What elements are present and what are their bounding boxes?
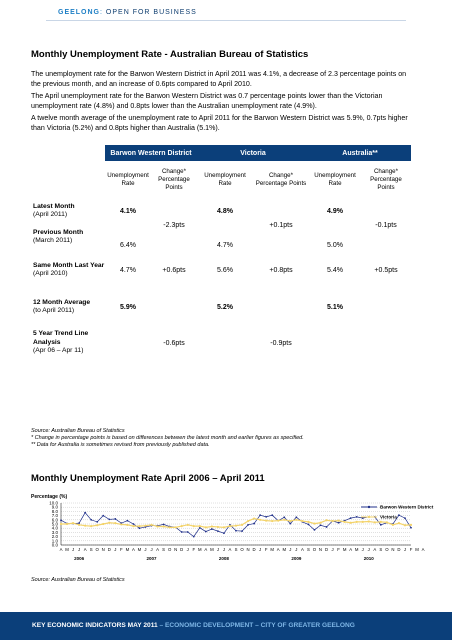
x-tick-label: J [403,547,407,552]
x-tick-label: A [300,547,304,552]
y-tick-label: 2.0 [51,534,58,540]
data-point [241,530,243,532]
chart-section-title: Monthly Unemployment Rate April 2006 – April 2011 [31,473,265,484]
x-tick-label: J [216,547,219,552]
row-latest-label: Latest Month (April 2011) [33,202,75,218]
x-tick-label: A [276,547,280,552]
cell-value: 4.8% [217,207,233,215]
cell-value: 5.1% [327,303,343,311]
x-tick-label: A [156,547,159,552]
y-tick-label: 0.0 [51,542,58,548]
brand-geelong: GEELONG [58,9,101,16]
y-tick-label: 7.0 [51,513,58,519]
x-tick-label: N [174,547,178,552]
cell-value: 5.4% [327,266,343,274]
row-avg-label: 12 Month Average (to April 2011) [33,298,91,314]
data-point [114,518,116,520]
data-point [301,520,303,522]
data-point [187,531,189,533]
page-header [0,0,452,22]
data-point [326,526,328,528]
data-point [331,520,333,522]
x-tick-label: M [65,547,69,552]
data-point [139,527,141,529]
data-point [78,524,80,526]
data-point [338,522,340,524]
data-point [156,525,158,527]
x-tick-label: M [415,547,419,552]
data-point [350,522,352,524]
data-point [241,524,243,526]
data-point [398,514,400,516]
x-tick-label: D [324,547,329,552]
paragraph-1: The unemployment rate for the Barwon Western District in April 2011 was 4.1%, a decrease of 2.3 percentage points on the previous month, and an increase of 0.6pts compared to April 2010. [31,70,407,88]
col-rate: Unemployment Rate [107,172,149,187]
paragraph-2: The April unemployment rate for the Barwon Western District was 0.7 percentage points lower than the Victorian unemployment rate (4.8%) and 0.8pts lower than the Australian unemployment rate (4.9%). [31,92,383,110]
col-change: Change* Percentage Points [158,168,190,191]
group-barwon: Barwon Western District [105,145,197,161]
x-tick-label: A [59,547,63,552]
data-point [90,525,92,527]
x-tick-label: J [331,547,334,552]
paragraph-3: A twelve month average of the unemployment rate to April 2011 for the Barwon Western District was 5.9%, 0.7pts higher than Victoria (5.2%) and 0.8pts higher than Australia (5.1%). [31,114,408,132]
y-tick-label: 5.0 [51,521,58,527]
x-tick-label: F [192,547,196,552]
legend-label: Barwon Western District [380,504,434,510]
data-point [362,521,364,523]
x-tick-label: J [71,547,75,552]
data-point [404,517,406,519]
cell-value: 5.6% [217,266,233,274]
data-point [144,525,146,527]
x-tick-label: S [162,547,166,552]
data-point [392,524,394,526]
data-point [162,525,164,527]
data-point [217,530,219,532]
x-tick-label: A [204,547,208,552]
data-point [398,522,400,524]
footer-title: KEY ECONOMIC INDICATORS MAY 2011 [32,622,158,629]
data-point [356,521,358,523]
data-point [66,523,68,525]
x-tick-label: F [337,547,340,552]
data-point [374,521,376,523]
cell-change: -0.6pts [163,339,185,347]
data-point [211,525,213,527]
legend-marker [368,506,370,508]
data-point [205,526,207,528]
col-rate: Unemployment Rate [314,172,356,187]
cell-change: +0.8pts [269,266,293,274]
x-tick-label: M [342,547,347,552]
data-point [96,521,98,523]
data-point [404,524,406,526]
data-point [205,531,207,533]
x-tick-label: O [385,547,389,552]
x-tick-label: M [125,547,130,552]
col-rate: Unemployment Rate [204,172,246,187]
x-tick-label: O [167,547,172,552]
data-point [235,525,237,527]
data-point [271,520,273,522]
y-tick-label: 3.0 [51,529,58,535]
data-point [229,525,231,527]
y-tick-label: 10.0 [49,500,58,506]
data-point [163,524,165,526]
year-label: 2010 [363,556,374,561]
x-tick-label: M [270,547,275,552]
data-point [126,524,128,526]
data-point [175,526,177,528]
y-tick-label: 9.0 [51,504,58,510]
x-tick-label: F [409,547,413,552]
data-point [386,521,388,523]
x-tick-label: J [150,547,153,552]
data-point [223,526,225,528]
data-point [223,532,225,534]
data-point [350,517,352,519]
data-point [150,524,152,526]
data-point [211,528,213,530]
data-point [132,525,134,527]
y-tick-label: 1.0 [51,538,58,544]
cell-value: 5.9% [120,303,136,311]
data-point [96,524,98,526]
year-label: 2009 [291,556,302,561]
year-label: 2008 [218,556,229,561]
data-point [108,522,110,524]
data-point [169,526,171,528]
data-point [102,515,104,517]
row-same-label: Same Month Last Year (April 2010) [33,261,105,277]
cell-change: +0.6pts [162,266,186,274]
data-point [320,524,322,526]
x-tick-label: M [197,547,202,552]
data-point [235,530,237,532]
unemployment-table [31,145,411,361]
x-tick-label: A [131,547,135,552]
data-point [283,516,285,518]
x-tick-label: M [354,547,359,552]
cell-change: -0.9pts [270,339,292,347]
data-point [187,524,189,526]
x-tick-label: M [137,547,142,552]
data-point [295,519,297,521]
x-tick-label: J [361,547,364,552]
data-point [313,522,315,524]
header-rule [46,20,406,21]
x-tick-label: J [367,547,370,552]
data-point [368,520,370,522]
unemployment-line-chart [31,490,434,574]
y-tick-label: 4.0 [51,525,58,531]
data-point [265,516,267,518]
x-tick-label: D [397,547,401,552]
data-point [259,514,261,516]
x-tick-label: A [83,547,87,552]
x-tick-label: S [379,547,383,552]
x-tick-label: N [246,547,250,552]
data-point [84,525,86,527]
x-tick-label: S [89,547,93,552]
data-point [217,526,219,528]
data-point [319,522,321,524]
year-label: 2007 [146,556,157,561]
cell-value: 5.0% [327,242,343,249]
cell-value: 4.9% [327,207,343,215]
legend-marker [368,516,370,518]
col-change: Change* Percentage Points [370,168,402,191]
cell-value: 4.7% [217,242,233,249]
brand-logo [58,9,197,16]
row-prev-label: Previous Month (March 2011) [33,228,84,244]
year-label: 2006 [74,556,85,561]
x-tick-label: J [222,547,226,552]
data-point [253,517,255,519]
data-point [247,524,249,526]
cell-change: +0.1pts [269,221,293,229]
y-tick-label: 8.0 [51,508,58,514]
data-point [126,520,128,522]
cell-value: 4.7% [120,266,136,274]
x-tick-label: F [120,547,123,552]
data-point [307,521,309,523]
x-tick-label: D [107,547,111,552]
x-tick-label: F [264,547,268,552]
x-tick-label: N [318,547,323,552]
x-tick-label: J [295,547,298,552]
data-point [120,523,122,525]
brand-tagline: OPEN FOR BUSINESS [102,9,197,16]
x-tick-label: J [186,547,189,552]
data-point [193,536,195,538]
data-point [90,519,92,521]
x-tick-label: A [349,547,353,552]
group-victoria: Victoria [197,145,309,161]
y-axis-label: Percentage (%) [31,494,68,500]
data-point [253,523,255,525]
data-point [114,522,116,524]
x-tick-label: J [144,547,147,552]
data-point [181,525,183,527]
data-point [259,519,261,521]
source-note: Source: Australian Bureau of Statistics * Change in percentage points is based on differences between the latest month and earlier figures as specified. ** Data for Australia is sometimes revised from previously published data. [31,428,304,448]
data-point [199,525,201,527]
data-point [295,516,297,518]
data-point [138,525,140,527]
cell-change: -2.3pts [163,221,185,229]
data-point [60,519,62,521]
data-point [108,518,110,520]
data-point [325,519,327,521]
x-tick-label: N [391,547,395,552]
data-point [356,516,358,518]
data-point [314,529,316,531]
x-tick-label: J [114,547,117,552]
data-point [60,523,62,525]
data-point [380,524,382,526]
x-tick-label: D [252,547,256,552]
x-tick-label: M [282,547,287,552]
data-point [265,520,267,522]
x-tick-label: D [180,547,184,552]
x-tick-label: A [228,547,232,552]
x-tick-label: S [306,547,310,552]
x-tick-label: J [78,547,81,552]
data-point [410,527,412,529]
data-point [308,524,310,526]
x-tick-label: S [234,547,238,552]
data-point [271,514,273,516]
data-point [337,520,339,522]
data-point [193,525,195,527]
page-footer [0,612,452,640]
brand-sep: : [100,9,103,16]
chart-source-note: Source: Australian Bureau of Statistics [31,577,125,583]
x-tick-label: O [95,547,99,552]
data-point [247,520,249,522]
data-point [344,521,346,523]
data-point [277,520,279,522]
data-point [102,523,104,525]
cell-value: 6.4% [120,242,136,249]
legend-label: Victoria [380,514,397,520]
x-tick-label: J [289,547,292,552]
data-point [410,524,412,526]
data-point [289,520,291,522]
x-tick-label: N [101,547,105,552]
data-point [84,512,86,514]
x-tick-label: M [210,547,214,552]
data-point [133,523,135,525]
cell-value: 5.2% [217,303,233,311]
cell-change: +0.5pts [374,266,398,274]
data-point [380,521,382,523]
x-tick-label: J [259,547,262,552]
row-trend-label: 5 Year Trend Line Analysis (Apr 06 – Apr 11) [33,330,89,355]
data-point [289,523,291,525]
footer-subtitle: – ECONOMIC DEVELOPMENT – CITY OF GREATER GEELONG [157,622,355,629]
group-australia: Australia** [309,145,411,161]
x-tick-label: O [312,547,317,552]
x-tick-label: A [421,547,425,552]
x-tick-label: O [240,547,244,552]
col-change: Change* Percentage Points [255,172,307,187]
cell-change: -0.1pts [375,221,397,229]
data-point [283,519,285,521]
data-point [72,522,74,524]
y-tick-label: 6.0 [51,517,58,523]
x-tick-label: A [373,547,377,552]
cell-value: 4.1% [120,207,136,215]
data-point [181,531,183,533]
section-title: Monthly Unemployment Rate - Australian Bureau of Statistics [31,49,309,60]
